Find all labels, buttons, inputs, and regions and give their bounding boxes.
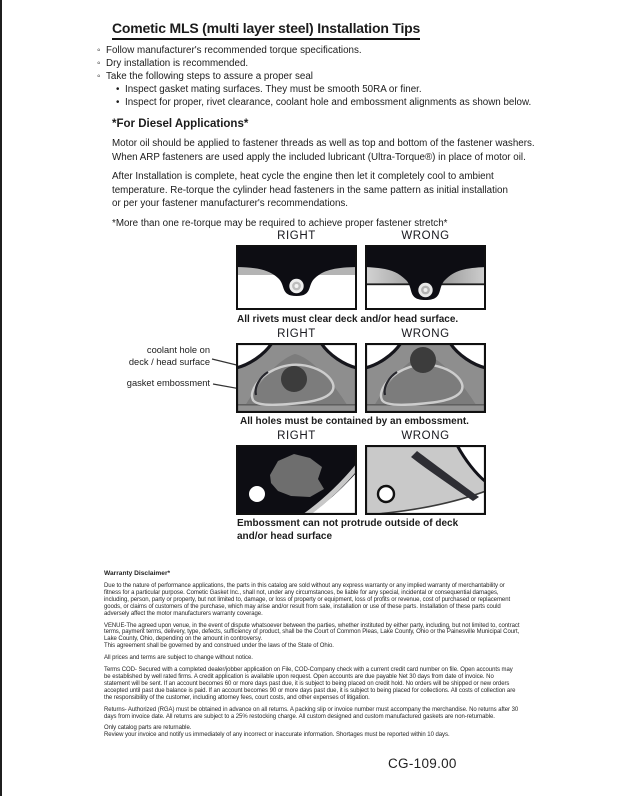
tip-text: Inspect for proper, rivet clearance, coolant hole and embossment alignments as shown below. <box>125 97 532 108</box>
rivet-wrong-panel <box>365 245 486 310</box>
list-item <box>97 70 537 83</box>
paragraph-line: temperature. Re-torque the cylinder head fasteners in the same pattern as initial installation <box>112 184 508 196</box>
tip-text: Take the following steps to assure a proper seal <box>106 71 313 82</box>
rivet-right-panel <box>236 245 357 310</box>
right-label: RIGHT <box>277 328 316 340</box>
dot-bullet-icon: • <box>116 97 120 108</box>
diagram1-panels <box>236 245 486 310</box>
tip-text: Inspect gasket mating surfaces. They must be smooth 50RA or finer. <box>125 84 422 95</box>
gasket-embossment-label: gasket embossment <box>126 378 210 388</box>
coolant-right-panel <box>236 343 357 413</box>
diagram3-panels <box>236 445 486 515</box>
caption-line: Embossment can not protrude outside of deck <box>237 518 459 529</box>
disclaimer-returns: Returns- Authorized (RGA) must be obtained in advance on all returns. A packing slip or invoice number must accompany the merchandise. No returns after 30 days from invoice date. All returns are subject to a 25% restocking charge. All custom designed and custom manufactured gaskets are non-returnable. <box>104 706 519 720</box>
paragraph-line: After Installation is complete, heat cycle the engine then let it completely cool to ambient <box>112 171 494 182</box>
diesel-paragraph-2 <box>112 170 508 211</box>
paragraph-line: Motor oil should be applied to fastener threads as well as top and bottom of the fastener washers. <box>112 138 535 149</box>
disclaimer-review: Review your invoice and notify us immediately of any incorrect or inaccurate information. Shortages must be reported within 10 days. <box>104 732 450 739</box>
list-item <box>116 96 537 109</box>
embossment-right-panel <box>236 445 357 515</box>
rivets-caption: All rivets must clear deck and/or head surface. <box>237 314 459 325</box>
label-line: deck / head surface <box>128 356 210 367</box>
coolant-hole-icon <box>410 347 436 373</box>
wrong-label: WRONG <box>401 230 450 242</box>
retorque-note: *More than one re-torque may be required to achieve proper fastener stretch* <box>112 218 448 229</box>
page-code: CG-109.00 <box>388 756 457 771</box>
paragraph-line: or per your fastener manufacturer's recommendations. <box>112 198 349 209</box>
scan-edge-line <box>0 0 2 796</box>
diesel-paragraph-1 <box>112 137 535 164</box>
embossment-caption <box>237 517 497 543</box>
circle-bullet-icon: ◦ <box>97 58 101 69</box>
disclaimer-warranty: Due to the nature of performance applications, the parts in this catalog are sold without any express warranty or any implied warranty of merchantability or fitness for a particular purpose. Cometic Gasket Inc., shall not, under any circumstances, be liable for any special, incidental or consequential damages, including, person, party or property, but not limited to, damage, or loss of property or equipment, loss of profits or revenue, cost of purchased or replacement goods, or claims of customers of the purchase, which may arise and/or result from sale, installation or use of these parts. Installation of these parts could adversely affect the motor manufacturers warranty coverage. <box>104 583 511 617</box>
coolant-wrong-panel <box>365 343 486 413</box>
list-item <box>97 57 537 70</box>
diagram2-labels <box>236 328 486 340</box>
dot-bullet-icon: • <box>116 84 120 95</box>
diesel-heading: *For Diesel Applications* <box>112 118 249 130</box>
diagram2-panels <box>236 343 486 413</box>
bolt-hole-icon <box>249 486 265 502</box>
circle-bullet-icon: ◦ <box>97 71 101 82</box>
disclaimer-heading: Warranty Disclaimer* <box>104 570 171 577</box>
disclaimer-governing: This agreement shall be governed by and construed under the laws of the State of Ohio. <box>104 643 334 650</box>
tip-text: Follow manufacturer's recommended torque specifications. <box>106 45 362 56</box>
right-label: RIGHT <box>277 230 316 242</box>
tips-list <box>97 44 537 109</box>
right-label: RIGHT <box>277 430 316 442</box>
paragraph-line: When ARP fasteners are used apply the included lubricant (Ultra-Torque®) in place of motor oil. <box>112 151 526 163</box>
list-item <box>97 44 537 57</box>
diagram3-labels <box>236 430 486 442</box>
warranty-disclaimer <box>104 570 520 744</box>
diagram1-labels <box>236 230 486 242</box>
holes-caption: All holes must be contained by an embossment. <box>240 416 469 427</box>
page-title: Cometic MLS (multi layer steel) Installation Tips <box>112 20 420 40</box>
tip-text: Dry installation is recommended. <box>106 58 249 69</box>
caption-line: and/or head surface <box>237 531 333 542</box>
circle-bullet-icon: ◦ <box>97 45 101 56</box>
coolant-hole-icon <box>281 366 307 392</box>
bolt-hole-icon <box>378 486 394 502</box>
wrong-label: WRONG <box>401 430 450 442</box>
disclaimer-only-catalog: Only catalog parts are returnable. <box>104 725 192 732</box>
wrong-label: WRONG <box>401 328 450 340</box>
label-line: coolant hole on <box>146 345 210 355</box>
list-item <box>116 83 537 96</box>
embossment-wrong-panel <box>365 445 486 515</box>
disclaimer-venue: VENUE-The agreed upon venue, in the event of dispute whatsoever between the parties, whether instituted by either party, including, but not limited to, contract terms, payment terms, delivery, type, defects, sufficiency of product, shall be the Court of Common Pleas, Lake County, Ohio or the Painesville Municipal Court, Lake County, Ohio, depending on the amount in controversy. <box>104 622 520 643</box>
disclaimer-terms: Terms COD- Secured with a completed dealer/jobber application on File, COD-Company check with a current credit card number on file. Open accounts may be established by well rated firms. A credit application is available upon request. Open accounts are due payable Net 30 days from date of invoice. No statement will be sent. If an account becomes 60 or more days past due, it is subject to being placed on credit hold. No orders will be shipped or new orders accepted until past due balance is paid. If an account becomes 90 or more days past due, it is subject to being placed for collections. All costs of collection are the responsibility of the customer, including attorney fees, court costs, and other expenses of litigation. <box>104 667 516 701</box>
coolant-hole-label <box>104 345 210 368</box>
disclaimer-prices: All prices and terms are subject to change without notice. <box>104 655 253 662</box>
